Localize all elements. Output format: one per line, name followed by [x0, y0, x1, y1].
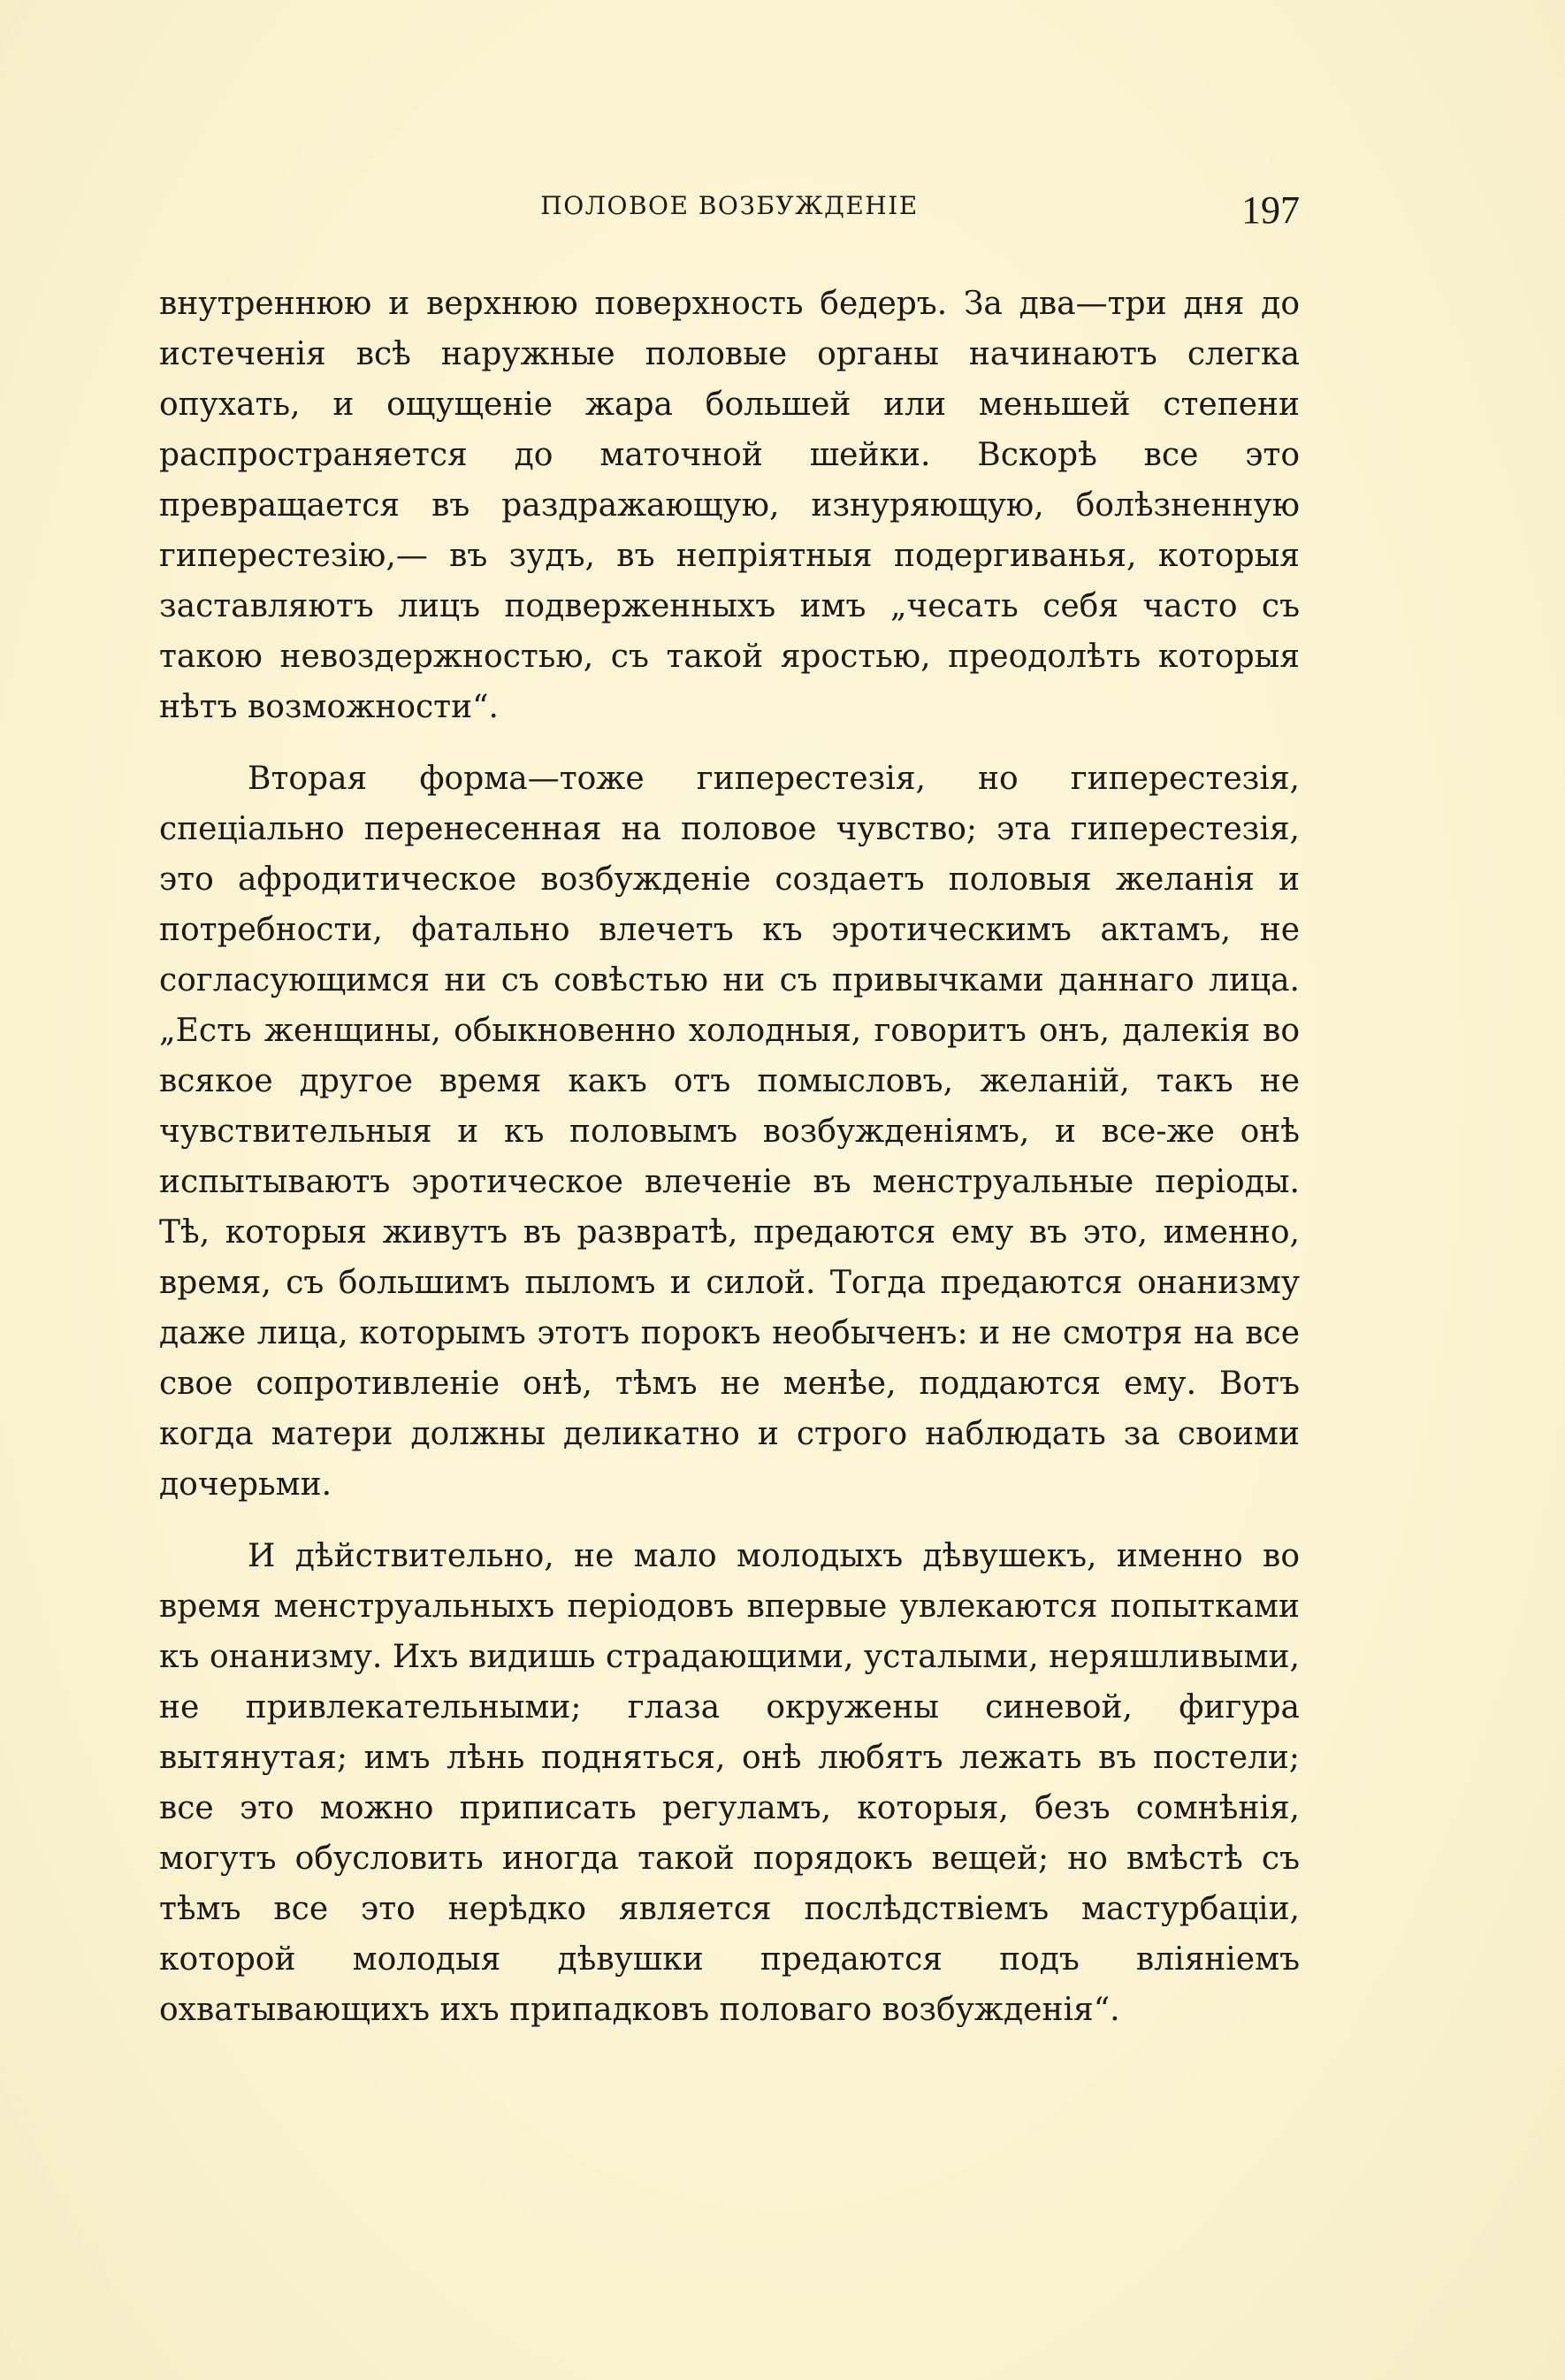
paragraph-second-form: Вторая форма—тоже гиперестезія, но гиперестезія, спеціально перенесенная на половое чувство; эта гиперестезія, это афродитическое возбужденіе создаетъ половыя желанія и потребности, фатально влечетъ къ эротическимъ актамъ, не согласующимся ни съ совѣстью ни съ привычками даннаго лица. „Есть женщины, обыкновенно холодныя, говоритъ онъ, далекія во всякое другое время какъ отъ помысловъ, желаній, такъ не чувствительныя и къ половымъ возбужденіямъ, и все-же онѣ испытываютъ эротическое влеченіе въ менструальные періоды. Тѣ, которыя живутъ въ развратѣ, предаются ему въ это, именно, время, съ большимъ пыломъ и силой. Тогда предаются онанизму даже лица, которымъ этотъ порокъ необыченъ: и не смотря на все свое сопротивленіе онѣ, тѣмъ не менѣе, поддаются ему. Вотъ когда матери должны деликатно и строго наблюдать за своими дочерьми. [159, 761, 1300, 1503]
running-title: ПОЛОВОЕ ВОЗБУЖДЕНІЕ [540, 191, 919, 220]
running-head [159, 187, 1300, 232]
paragraph-continuation: внутреннюю и верхнюю поверхность бедеръ. За два—три дня до истеченія всѣ наружные половые органы начинаютъ слегка опухать, и ощущеніе жара большей или меньшей степени распространяется до маточной шейки. Вскорѣ все это превращается въ раздражающую, изнуряющую, болѣзненную гиперестезію,— въ зудъ, въ непріятныя подергиванья, которыя заставляютъ лицъ подверженныхъ имъ „чесать себя часто съ такою невоздержностью, съ такой яростью, преодолѣть которыя нѣтъ возможности“. [159, 286, 1300, 725]
paragraph-indeed: И дѣйствительно, не мало молодыхъ дѣвушекъ, именно во время менструальныхъ періодовъ впервые увлекаются попытками къ онанизму. Ихъ видишь страдающими, усталыми, неряшливыми, не привлекательными; глаза окружены синевой, фигура вытянутая; имъ лѣнь подняться, онѣ любятъ лежать въ постели; все это можно приписать регуламъ, которыя, безъ сомнѣнія, могутъ обусловить иногда такой порядокъ вещей; но вмѣстѣ съ тѣмъ все это нерѣдко является послѣдствіемъ мастурбаціи, которой молодыя дѣвушки предаются подъ вліяніемъ охватывающихъ ихъ припадковъ половаго возбужденія“. [159, 1538, 1300, 2028]
page-number: 197 [1241, 188, 1300, 232]
body-text [159, 279, 1300, 2035]
